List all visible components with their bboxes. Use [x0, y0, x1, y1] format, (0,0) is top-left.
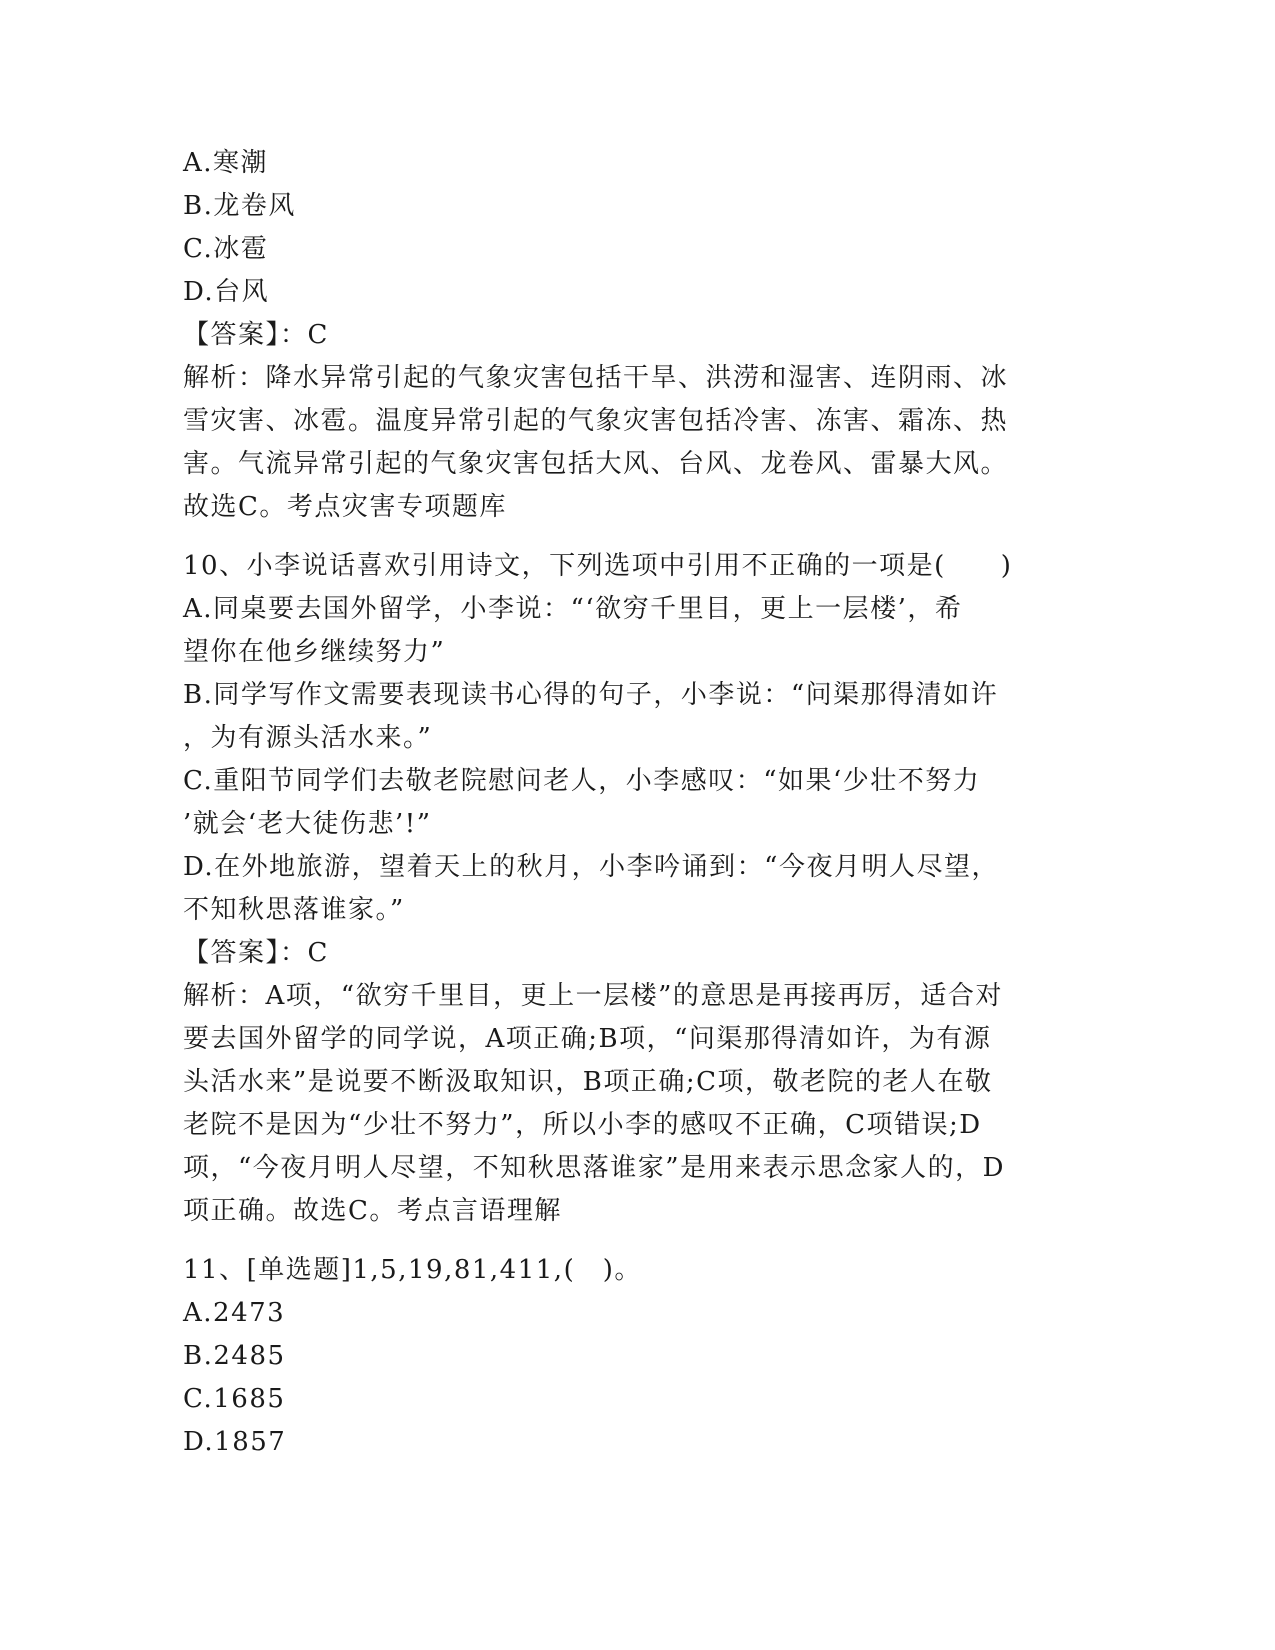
q11-option-c: C.1685	[183, 1384, 286, 1414]
q10-stem: 10、小李说话喜欢引用诗文，下列选项中引用不正确的一项是( )	[183, 551, 1013, 581]
q9-analysis-line-3: 害。气流异常引起的气象灾害包括大风、台风、龙卷风、雷暴大风。	[183, 449, 1009, 479]
q9-option-a: A.寒潮	[183, 148, 269, 178]
q10-analysis-line-3: 头活水来”是说要不断汲取知识，B项正确;C项，敬老院的老人在敬	[183, 1067, 993, 1097]
q10-analysis-line-2: 要去国外留学的同学说，A项正确;B项，“问渠那得清如许，为有源	[183, 1024, 992, 1054]
q10-option-c-line-2: ’就会‘老大徒伤悲’!”	[183, 809, 432, 839]
spacer	[183, 1233, 1063, 1249]
q10-analysis-line-5: 项，“今夜月明人尽望，不知秋思落谁家”是用来表示思念家人的，D	[183, 1153, 1005, 1183]
q9-analysis-line-4: 故选C。考点灾害专项题库	[183, 492, 507, 522]
q9-answer: 【答案】：C	[183, 320, 329, 350]
q11-stem: 11、[单选题]1,5,19,81,411,( )。	[183, 1255, 642, 1285]
q10-option-d-line-2: 不知秋思落谁家。”	[183, 895, 405, 925]
q10-analysis-line-1: 解析：A项，“欲穷千里目，更上一层楼”的意思是再接再厉，适合对	[183, 981, 1003, 1011]
document-page	[183, 142, 1063, 1464]
spacer	[183, 529, 1063, 545]
q9-analysis-line-2: 雪灾害、冰雹。温度异常引起的气象灾害包括冷害、冻害、霜冻、热	[183, 406, 1009, 436]
question-11-block	[183, 1249, 1063, 1464]
q9-option-d: D.台风	[183, 277, 270, 307]
q10-option-b-line-1: B.同学写作文需要表现读书心得的句子，小李说：“问渠那得清如许	[183, 680, 999, 710]
q11-option-d: D.1857	[183, 1427, 287, 1457]
q10-option-a-line-2: 望你在他乡继续努力”	[183, 637, 446, 667]
question-9-block	[183, 142, 1063, 529]
q10-analysis-line-4: 老院不是因为“少壮不努力”，所以小李的感叹不正确，C项错误;D	[183, 1110, 982, 1140]
question-10-block	[183, 545, 1063, 1233]
q11-option-a: A.2473	[183, 1298, 286, 1328]
q10-option-a-line-1: A.同桌要去国外留学，小李说：“‘欲穷千里目，更上一层楼’，希	[183, 594, 963, 624]
q10-option-c-line-1: C.重阳节同学们去敬老院慰问老人，小李感叹：“如果‘少壮不努力	[183, 766, 981, 796]
q9-analysis-line-1: 解析：降水异常引起的气象灾害包括干旱、洪涝和湿害、连阴雨、冰	[183, 363, 1009, 393]
q9-option-c: C.冰雹	[183, 234, 269, 264]
q10-option-b-line-2: ，为有源头活水来。”	[183, 723, 433, 753]
q10-option-d-line-1: D.在外地旅游，望着天上的秋月，小李吟诵到：“今夜月明人尽望，	[183, 852, 999, 882]
q11-option-b: B.2485	[183, 1341, 286, 1371]
q10-analysis-line-6: 项正确。故选C。考点言语理解	[183, 1196, 562, 1226]
q10-answer: 【答案】：C	[183, 938, 329, 968]
q9-option-b: B.龙卷风	[183, 191, 296, 221]
